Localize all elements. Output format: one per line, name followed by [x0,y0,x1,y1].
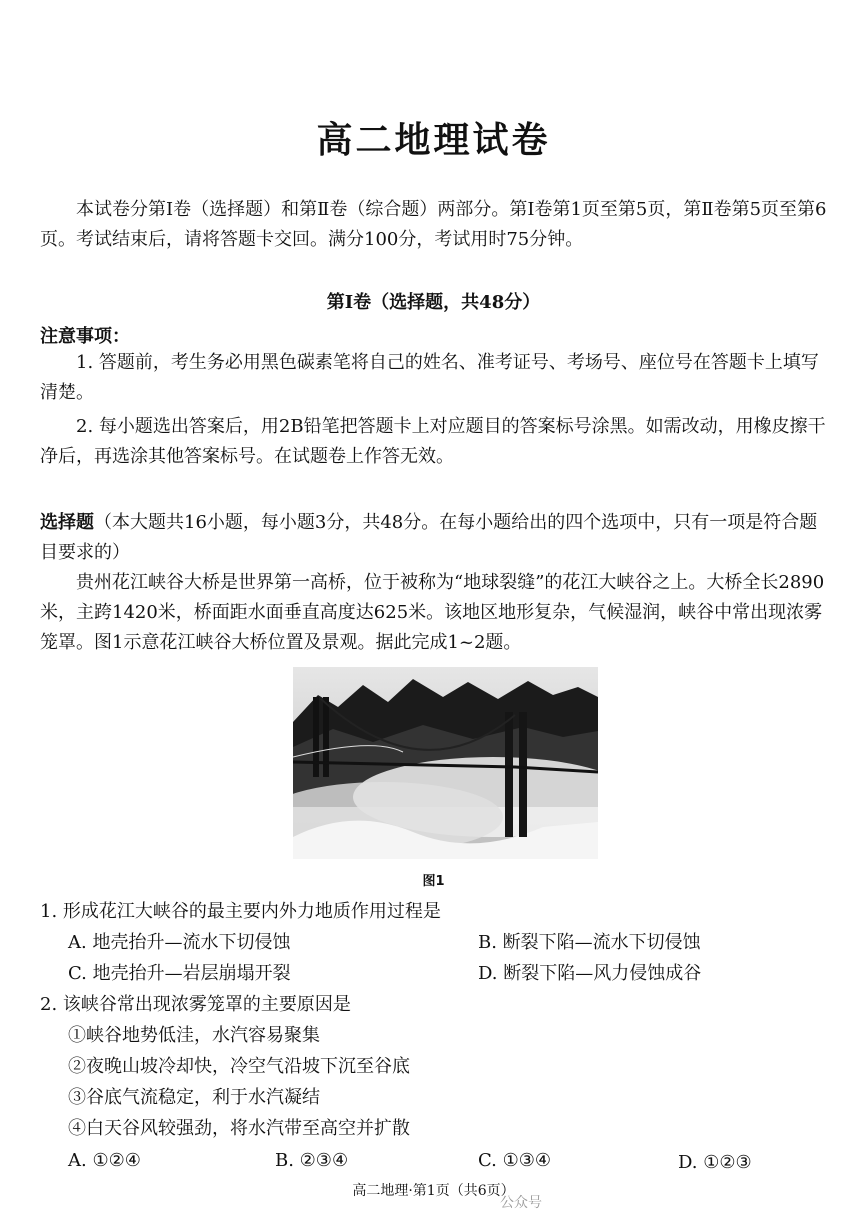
choice-section-header [40,508,830,568]
choice-section-description: （本大题共16小题，每小题3分，共48分。在每小题给出的四个选项中，只有一项是符合题目要求的） [40,512,818,563]
question-2-option-a: A. ①②④ [68,1150,141,1171]
question-2-stem: 2. 该峡谷常出现浓雾笼罩的主要原因是 [40,994,351,1015]
notice-item-2: 2. 每小题选出答案后，用2B铅笔把答题卡上对应题目的答案标号涂黑。如需改动，用橡皮擦干净后，再选涂其他答案标号。在试题卷上作答无效。 [40,416,826,467]
question-2-option-c: C. ①③④ [478,1150,551,1171]
section-title: 第Ⅰ卷（选择题，共48分） [326,292,541,313]
question-2-statement-2: ②夜晚山坡冷却快，冷空气沿坡下沉至谷底 [68,1056,410,1077]
choice-section-label: 选择题 [40,512,94,533]
question-1-stem: 1. 形成花江大峡谷的最主要内外力地质作用过程是 [40,901,441,922]
question-2-statement-1: ①峡谷地势低洼，水汽容易聚集 [68,1025,320,1046]
question-2-option-d: D. ①②③ [678,1152,752,1173]
question-2-option-b: B. ②③④ [275,1150,349,1171]
watermark: 公众号 [500,1195,542,1211]
question-1-option-c: C. 地壳抬升—岩层崩塌开裂 [68,963,291,984]
reading-passage: 贵州花江峡谷大桥是世界第一高桥，位于被称为“地球裂缝”的花江大峡谷之上。大桥全长2890米，主跨1420米，桥面距水面垂直高度达625米。该地区地形复杂，气候湿润，峡谷中常出现浓雾笼罩。图1示意花江峡谷大桥位置及景观。据此完成1~2题。 [40,572,825,653]
question-1-option-a: A. 地壳抬升—流水下切侵蚀 [68,932,291,953]
page-title: 高二地理试卷 [316,120,551,161]
question-2-statement-4: ④白天谷风较强劲，将水汽带至高空并扩散 [68,1118,410,1139]
bridge-photo [293,667,598,859]
figure-caption: 图1 [422,874,445,889]
question-2-statement-3: ③谷底气流稳定，利于水汽凝结 [68,1087,320,1108]
exam-intro: 本试卷分第Ⅰ卷（选择题）和第Ⅱ卷（综合题）两部分。第Ⅰ卷第1页至第5页，第Ⅱ卷第5页至第6页。考试结束后，请将答题卡交回。满分100分，考试用时75分钟。 [40,199,827,250]
notice-heading: 注意事项： [40,326,130,347]
question-1-option-b: B. 断裂下陷—流水下切侵蚀 [478,932,701,953]
page-footer: 高二地理·第1页（共6页） [352,1183,515,1199]
notice-item-1: 1. 答题前，考生务必用黑色碳素笔将自己的姓名、准考证号、考场号、座位号在答题卡上填写清楚。 [40,352,819,403]
bridge-photo-illustration [293,667,598,859]
question-1-option-d: D. 断裂下陷—风力侵蚀成谷 [478,963,702,984]
